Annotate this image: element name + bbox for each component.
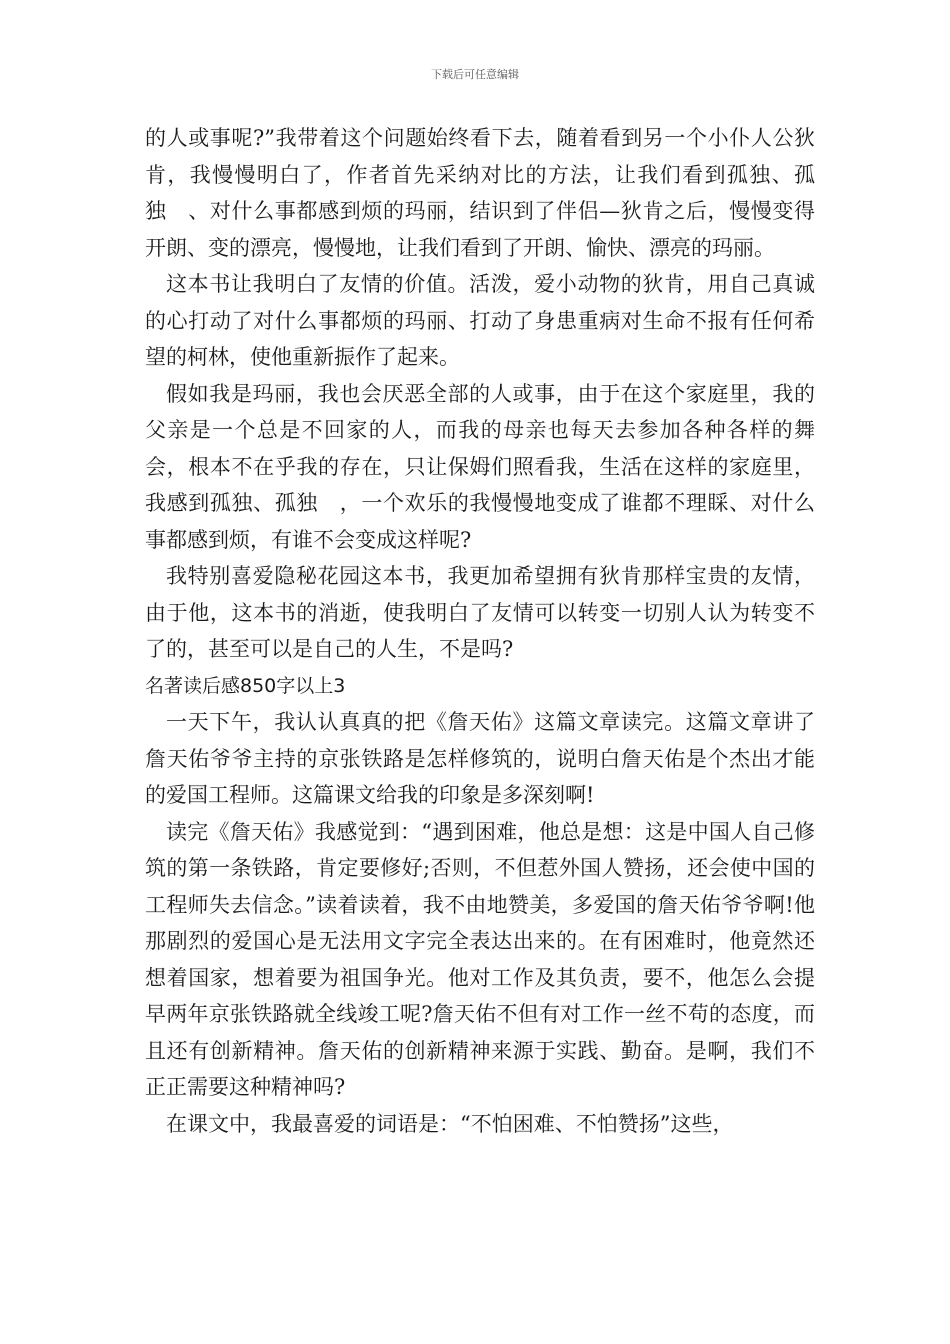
section-heading: 名著读后感850字以上3 <box>145 674 346 697</box>
paragraph-2: 这本书让我明白了友情的价值。活泼，爱小动物的狄肯，用自己真诚的心打动了对什么事都烦的玛丽、打动了身患重病对生命不报有任何希望的柯林，使他重新振作了起来。 <box>145 272 815 369</box>
header-note: 下载后可任意编辑 <box>431 68 519 81</box>
document-body <box>145 120 815 1142</box>
paragraph-3: 假如我是玛丽，我也会厌恶全部的人或事，由于在这个家庭里，我的父亲是一个总是不回家的人，而我的母亲也每天去参加各种各样的舞会，根本不在乎我的存在，只让保姆们照看我，生活在这样的家庭里，我感到孤独、孤独 ，一个欢乐的我慢慢地变成了谁都不理睬、对什么事都感到烦，有谁不会变成这样呢? <box>145 381 815 552</box>
paragraph-5: 一天下午，我认认真真的把《詹天佑》这篇文章读完。这篇文章讲了詹天佑爷爷主持的京张铁路是怎样修筑的，说明白詹天佑是个杰出才能的爱国工程师。这篇课文给我的印象是多深刻啊! <box>145 710 815 807</box>
paragraph-4: 我特别喜爱隐秘花园这本书，我更加希望拥有狄肯那样宝贵的友情，由于他，这本书的消逝，使我明白了友情可以转变一切别人认为转变不了的，甚至可以是自己的人生，不是吗? <box>145 564 815 661</box>
paragraph-7: 在课文中，我最喜爱的词语是：“不怕困难、不怕赞扬”这些， <box>166 1111 734 1136</box>
paragraph-1: 的人或事呢?”我带着这个问题始终看下去，随着看到另一个小仆人公狄肯，我慢慢明白了，作者首先采纳对比的方法，让我们看到孤独、孤独 、对什么事都感到烦的玛丽，结识到了伴侣—狄肯之后，慢慢变得开朗、变的漂亮，慢慢地，让我们看到了开朗、愉快、漂亮的玛丽。 <box>145 126 815 260</box>
paragraph-6: 读完《詹天佑》我感觉到：“遇到困难，他总是想：这是中国人自己修筑的第一条铁路，肯定要修好;否则，不但惹外国人赞扬，还会使中国的工程师失去信念。”读着读着，我不由地赞美，多爱国的詹天佑爷爷啊!他那剧烈的爱国心是无法用文字完全表达出来的。在有困难时，他竟然还想着国家，想着要为祖国争光。他对工作及其负责，要不，他怎么会提早两年京张铁路就全线竣工呢?詹天佑不但有对工作一丝不苟的态度，而且还有创新精神。詹天佑的创新精神来源于实践、勤奋。是啊，我们不正正需要这种精神吗? <box>145 819 815 1099</box>
